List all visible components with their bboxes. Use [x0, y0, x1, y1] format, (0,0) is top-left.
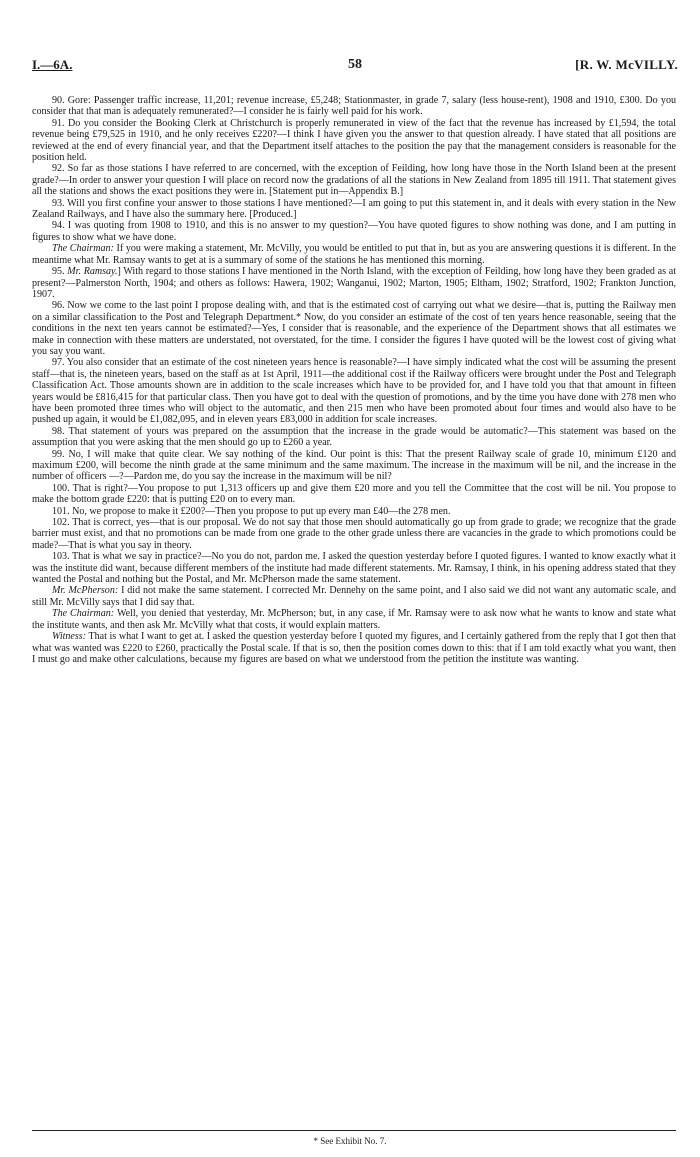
- paragraph-text: 103. That is what we say in practice?—No you do not, pardon me. I asked the question yesterday before I quoted figures. I wanted to know exactly what it was the institute did want, because different members of the institute had made different statements. Mr. Ramsay, I think, in his opening address stated that they wanted the Postal and nothing but the Postal, and Mr. McPherson made the same statement.: [32, 551, 676, 586]
- paragraph-text: I did not make the same statement. I corrected Mr. Dennehy on the same point, and I also said we did not want any automatic scale, and still Mr. McVilly says that I did say that.: [32, 585, 676, 608]
- paragraph-text: Well, you denied that yesterday, Mr. McPherson; but, in any case, if Mr. Ramsay were to ask now what he wants to know and state what the institute wants, and then ask Mr. McVilly what that costs, it would explain matters.: [32, 608, 676, 631]
- paragraph: [32, 243, 676, 266]
- document-reference: I.—6A.: [32, 57, 73, 72]
- footnote: * See Exhibit No. 7.: [313, 1136, 387, 1146]
- paragraph: [32, 198, 676, 221]
- paragraph-text: 97. You also consider that an estimate of the cost nineteen years hence is reasonable?—I have simply indicated what the cost will be assuming the present staff—that is, the nineteen years, based on the staff as at 1st April, 1911—the additional cost if the Railway officers were brought under the Post and Telegraph Classification Act. Those amounts shown are in addition to the scale increases which have to be provided for, and I have told you that that amount in fifteen years would be £816,415 for that particular class. Then you have got to deal with the question of promotions, and by the time you have done with 278 men who have been promoted three times who will object to the automatic, and then 215 men who have been promoted about four times and would also have to be pushed up again, it would be £1,082,095, and in eleven years £83,000 in addition for scale increases.: [32, 357, 676, 426]
- paragraph-text: 96. Now we come to the last point I propose dealing with, and that is the estimated cost of carrying out what we desire—that is, putting the Railway men on a similar classification to the Post and Telegraph Department.* Now, do you consider an estimate of the cost of ten years hence reasonable, seeing that the conditions in the next ten years cannot be estimated?—Yes, I consider that is reasonable, and the experience of the Department shows that all estimates we make in connection with these matters are understated, not overstated, for the time. I consider the figures I have quoted will be the lowest cost of giving what you say you want.: [32, 300, 676, 357]
- paragraph-text: 91. Do you consider the Booking Clerk at Christchurch is properly remunerated in view of the fact that the revenue has increased by £1,594, the total revenue being £79,525 in 1910, and he only receives £220?—I think I have given you the answer to that question already. I have stated that all positions are reviewed at the end of every financial year, and that the Department itself attaches to the position the pay that the management considers is reasonable for the position held.: [32, 117, 676, 164]
- paragraph-text: 98. That statement of yours was prepared on the assumption that the increase in the grade would be automatic?—This statement was based on the assumption that you were asking that the men should go up to £260 a year.: [32, 425, 676, 449]
- paragraph: [32, 118, 676, 164]
- footnote-divider: [32, 1130, 676, 1131]
- paragraph-text: 102. That is correct, yes—that is our proposal. We do not say that those men should automatically go up from grade to grade; we recognize that the grade barrier must exist, and that no promotions can be made from one grade to the other grade unless there are vacancies in the grade to which promotions could be made?—That is what you say in theory.: [32, 517, 676, 551]
- speaker-label: Mr. Ramsay.: [67, 266, 118, 278]
- paragraph: [32, 220, 676, 243]
- paragraph: [32, 300, 676, 357]
- speaker-label: Mr. McPherson:: [52, 585, 119, 597]
- paragraph: [32, 506, 676, 517]
- paragraph-text: That is what I want to get at. I asked the question yesterday before I quoted my figures, and I certainly gathered from the reply that I got then that what was wanted was £220 to £260, practically the Postal scale. If that is so, then the position comes down to this: that if I am told exactly what you want, then I must go and make other calculations, because my figures are based on what we understood from the petition the institute was wanting.: [32, 631, 676, 665]
- speaker-label: Witness:: [52, 631, 87, 643]
- paragraph-text: ] With regard to those stations I have mentioned in the North Island, with the exception of Feilding, how long have they been graded as at present?—Palmerston North, 1904; and others as follows: Hawera, 1902; Wanganui, 1902; Marton, 1905; Eltham, 1902; Stratford, 1902; Frankton Junction, 1907.: [32, 266, 676, 300]
- body-text: [32, 95, 676, 665]
- page-header: [32, 57, 678, 79]
- paragraph: [32, 483, 676, 506]
- paragraph: [32, 585, 676, 608]
- paragraph-text: 92. So far as those stations I have referred to are concerned, with the exception of Feilding, how long have those in the North Island been at the present grade?—In order to answer your question I will place on record now the gradations of all the stations in New Zealand from 1895 till 1911. That statement gives all the stations and shows the exact positions they were in. [Statement put in—Appendix B.]: [32, 163, 676, 198]
- paragraph: [32, 631, 676, 665]
- paragraph: [32, 608, 676, 631]
- paragraph: [32, 266, 676, 300]
- paragraph-text: 100. That is right?—You propose to put 1,313 officers up and give them £20 more and you tell the Committee that the cost will be nil. You propose to make the bottom grade £220: that is putting £20 on to every man.: [32, 482, 676, 506]
- paragraph: [32, 551, 676, 585]
- paragraph-text: 99. No, I will make that quite clear. We say nothing of the kind. Our point is this: That the present Railway scale of grade 10, minimum £120 and maximum £200, will become the ninth grade at the same minimum and the same maximum. The increase in the maximum will be nil, and the increase in the number of officers —?—Pardon me, do you say the increase in the maximum will be nil?: [32, 448, 676, 483]
- witness-name: [R. W. McVILLY.: [575, 57, 678, 72]
- paragraph: [32, 163, 676, 197]
- paragraph-text: If you were making a statement, Mr. McVilly, you would be entitled to put that in, but as you are answering questions it is different. In the meantime what Mr. Ramsay wants to get at is a summary of some of the stations he has mentioned this morning.: [32, 243, 676, 266]
- paragraph-number: 95.: [52, 266, 68, 278]
- paragraph: [32, 449, 676, 483]
- paragraph-text: 94. I was quoting from 1908 to 1910, and this is no answer to my question?—You have quoted figures to show nothing was done, and I am putting in figures to show what we have done.: [32, 220, 676, 243]
- paragraph: [32, 517, 676, 551]
- paragraph-text: 93. Will you first confine your answer to those stations I have mentioned?—I am going to put this statement in, and it deals with every station in the New Zealand Railways, and I have also the summary here. [Produced.]: [32, 197, 676, 221]
- paragraph: [32, 95, 676, 118]
- page-number: 58: [348, 57, 362, 72]
- paragraph-text: 90. Gore: Passenger traffic increase, 11,201; revenue increase, £5,248; Stationmaster, in grade 7, salary (less house-rent), 1908 and 1910, £300. Do you consider that that man is adequately remunerated?—I consider he is fairly well paid for his work.: [32, 95, 676, 118]
- paragraph-text: 101. No, we propose to make it £200?—Then you propose to put up every man £40—the 278 men.: [52, 505, 451, 517]
- paragraph: [32, 357, 676, 425]
- paragraph: [32, 426, 676, 449]
- speaker-label: The Chairman:: [52, 243, 114, 255]
- speaker-label: The Chairman:: [52, 608, 115, 620]
